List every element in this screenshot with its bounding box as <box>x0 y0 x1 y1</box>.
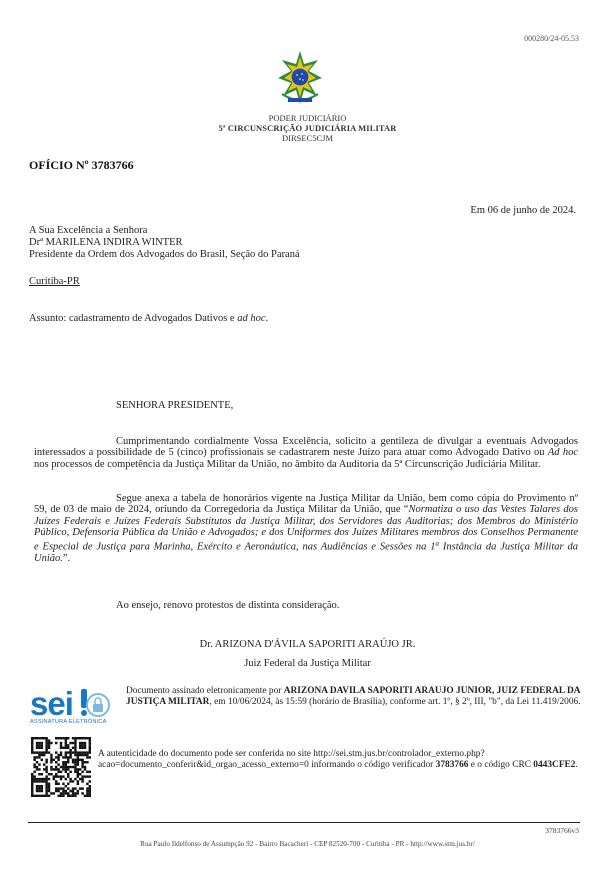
paragraph-1 <box>34 436 578 470</box>
sei-caption: ASSINATURA ELETRÔNICA <box>30 719 107 725</box>
subject-line <box>29 313 268 324</box>
recipient-line-3: Presidente da Ordem dos Advogados do Brasil, Seção do Paraná <box>29 249 300 261</box>
paragraph-1-italic: Ad hoc <box>547 447 578 459</box>
signer-title: Juiz Federal da Justiça Militar <box>244 658 371 669</box>
authenticity-text <box>98 749 578 772</box>
subject-prefix: Assunto: cadastramento de Advogados Dativos e <box>29 313 238 324</box>
recipient-line-2: Drª MARILENA INDIRA WINTER <box>29 237 183 249</box>
qr-code-icon <box>31 737 91 797</box>
header-line-2: 5ª CIRCUNSCRIÇÃO JUDICIÁRIA MILITAR <box>218 123 397 133</box>
header-line-1: PODER JUDICIÁRIO <box>268 113 347 123</box>
paragraph-2-suffix: ”. <box>62 552 71 564</box>
esig-part-2: , em 10/06/2024, às 15:59 (horário de Brasília), conforme art. 1º, § 2º, III, "b", da Lei 11.419/2006. <box>209 697 581 708</box>
subject-italic: ad hoc <box>237 313 266 324</box>
coat-of-arms-emblem <box>276 50 324 106</box>
sei-signature-seal <box>28 683 116 729</box>
auth-part-3: . <box>575 760 578 771</box>
svg-text:sei: sei <box>30 685 73 722</box>
recipient-city: Curitiba-PR <box>29 276 80 287</box>
signer-name: Dr. ARIZONA D'ÁVILA SAPORITI ARAÚJO JR. <box>199 639 416 650</box>
auth-part-2: e o código CRC <box>468 760 534 771</box>
verification-code: 3783766 <box>435 760 469 771</box>
footer-divider <box>28 822 580 823</box>
paragraph-2-part-1: Segue anexa a tabela de honorários vigente na Justiça Militar da União, bem como cópia do Provimento nº 59, de 03 de maio de 2024, oriundo da Corregedoria da Justiça Militar da União, que “ <box>34 493 578 516</box>
subject-suffix: . <box>265 313 269 324</box>
paragraph-2-italic-2: Instância da Justiça Militar da União. <box>34 541 578 564</box>
paragraph-2 <box>34 493 578 564</box>
paragraph-1-part-1: Cumprimentando cordialmente Vossa Excelência, solicito a gentileza de divulgar a eventuais Advogados interessados a possibilidade de 5 (cinco) profissionais se cadastrarem neste Juízo para atuar como Advogado Dativo ou <box>34 436 578 459</box>
paragraph-1-part-2: nos processos de competência da Justiça Militar da União, no âmbito da Auditoria da 5ª Circunscrição Judiciária Militar. <box>34 458 541 470</box>
paragraph-2-italic-1: Normatiza o uso das Vestes Talares dos Juízes Federais e Juízes Federais Substitutos da Justiça Militar, dos Servidores das Auditorias; dos Membros do Ministério Público, Defensoria Pública da União e Advogados; e dos Uniformes dos Juízes Militares membros dos Conselhos Permanente e Especial de Justiça para Marinha, Exército e Aeronáutica, nas Audiências e Sessões na 1 <box>34 504 579 553</box>
footer-address: Rua Paulo Ildelfonso de Assumpção 92 - Bairro Bacacheri - CEP 82520-700 - Curitiba - PR - http://www.stm.jus.br/ <box>140 840 475 848</box>
recipient-line-1: A Sua Excelência a Senhora <box>29 225 148 236</box>
recipient-block <box>29 225 300 262</box>
paragraph-2-superscript: a <box>435 539 439 548</box>
esig-signer: ARIZONA DAVILA SAPORITI ARAUJO JUNIOR, JUIZ FEDERAL DA JUSTIÇA MILITAR <box>126 686 580 708</box>
document-number: 000280/24-05.53 <box>524 34 579 43</box>
crc-code: 0443CFE2 <box>533 760 576 771</box>
electronic-signature-text <box>126 686 582 709</box>
greeting: SENHORA PRESIDENTE, <box>116 400 234 411</box>
oficio-number: OFÍCIO Nº 3783766 <box>29 158 134 172</box>
document-version: 3783766v3 <box>545 826 579 835</box>
header-line-3: DIRSEC5CJM <box>281 133 333 143</box>
document-date: Em 06 de junho de 2024. <box>470 205 576 216</box>
esig-part-1: Documento assinado eletronicamente por <box>126 686 284 696</box>
auth-part-1: A autenticidade do documento pode ser conferida no site http://sei.stm.jus.br/controlador_externo.php?acao=documento_conferir&id_orgao_acesso_externo=0 informando o código verificador <box>98 749 485 771</box>
paragraph-3: Ao ensejo, renovo protestos de distinta consideração. <box>116 600 340 611</box>
